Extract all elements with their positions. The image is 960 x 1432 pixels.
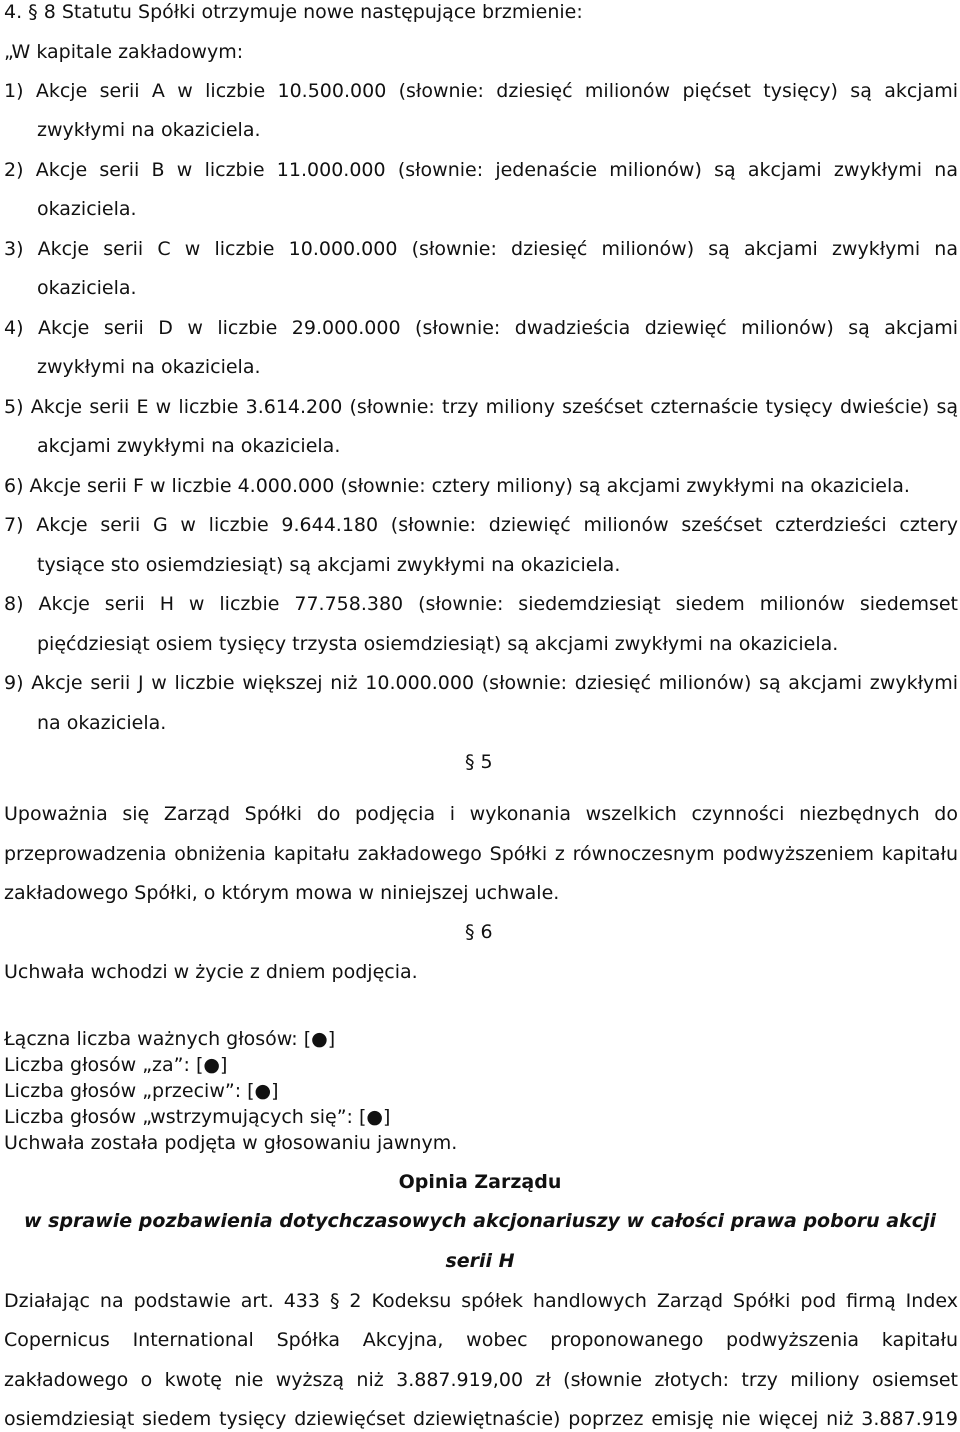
opinion-body-line-4: osiemdziesiąt siedem tysięcy dziewięćset dziewiętnaście) poprzez emisję nie więcej niż 3.887.919 (4, 1408, 958, 1430)
vote-method: Uchwała została podjęta w głosowaniu jawnym. (4, 1132, 458, 1154)
vote-total-valid: Łączna liczba ważnych głosów: [●] (4, 1028, 336, 1050)
opinion-body-line-1: Działając na podstawie art. 433 § 2 Kodeksu spółek handlowych Zarząd Spółki pod firmą Index (4, 1290, 958, 1312)
item-3-line-2: okaziciela. (37, 277, 137, 299)
item-9-line-1: 9) Akcje serii J w liczbie większej niż 10.000.000 (słownie: dziesięć milionów) są akcjami zwykłymi (4, 672, 958, 694)
opinion-subtitle-line-1: w sprawie pozbawienia dotychczasowych akcjonariuszy w całości prawa poboru akcji (23, 1210, 937, 1232)
section-5-line-1: Upoważnia się Zarząd Spółki do podjęcia i wykonania wszelkich czynności niezbędnych do (4, 803, 958, 825)
item-7-line-1: 7) Akcje serii G w liczbie 9.644.180 (słownie: dziewięć milionów sześćset czterdzieści cztery (4, 514, 958, 536)
vote-against: Liczba głosów „przeciw”: [●] (4, 1080, 279, 1102)
section-5-line-3: zakładowego Spółki, o którym mowa w niniejszej uchwale. (4, 882, 560, 904)
item-4-line-1: 4) Akcje serii D w liczbie 29.000.000 (słownie: dwadzieścia dziewięć milionów) są akcjami (4, 317, 958, 339)
amendment-intro: 4. § 8 Statutu Spółki otrzymuje nowe następujące brzmienie: (4, 1, 583, 23)
vote-abstain: Liczba głosów „wstrzymujących się”: [●] (4, 1106, 391, 1128)
section-5-line-2: przeprowadzenia obniżenia kapitału zakładowego Spółki z równoczesnym podwyższeniem kapitału (4, 843, 958, 865)
item-4-line-2: zwykłymi na okaziciela. (37, 356, 261, 378)
item-2-line-2: okaziciela. (37, 198, 137, 220)
item-1-line-2: zwykłymi na okaziciela. (37, 119, 261, 141)
section-6-heading: § 6 (465, 921, 493, 943)
opinion-subtitle-line-2: serii H (445, 1250, 515, 1272)
item-6-line-1: 6) Akcje serii F w liczbie 4.000.000 (słownie: cztery miliony) są akcjami zwykłymi na okaziciela. (4, 475, 910, 497)
item-2-line-1: 2) Akcje serii B w liczbie 11.000.000 (słownie: jedenaście milionów) są akcjami zwykłymi na (4, 159, 958, 181)
section-5-heading: § 5 (465, 751, 493, 773)
opinion-body-line-3: zakładowego o kwotę nie wyższą niż 3.887.919,00 zł (słownie złotych: trzy miliony osiemset (4, 1369, 958, 1391)
item-8-line-1: 8) Akcje serii H w liczbie 77.758.380 (słownie: siedemdziesiąt siedem milionów siedemset (4, 593, 958, 615)
item-1-line-1: 1) Akcje serii A w liczbie 10.500.000 (słownie: dziesięć milionów pięćset tysięcy) są akcjami (4, 80, 958, 102)
item-9-line-2: na okaziciela. (37, 712, 167, 734)
item-8-line-2: pięćdziesiąt osiem tysięcy trzysta osiemdziesiąt) są akcjami zwykłymi na okaziciela. (37, 633, 839, 655)
item-7-line-2: tysiące sto osiemdziesiąt) są akcjami zwykłymi na okaziciela. (37, 554, 621, 576)
section-6-text: Uchwała wchodzi w życie z dniem podjęcia. (4, 961, 418, 983)
item-5-line-1: 5) Akcje serii E w liczbie 3.614.200 (słownie: trzy miliony sześćset czternaście tysięcy dwieście) są (4, 396, 958, 418)
quote-opening: „W kapitale zakładowym: (4, 41, 244, 63)
item-5-line-2: akcjami zwykłymi na okaziciela. (37, 435, 341, 457)
opinion-title: Opinia Zarządu (398, 1171, 562, 1193)
item-3-line-1: 3) Akcje serii C w liczbie 10.000.000 (słownie: dziesięć milionów) są akcjami zwykłymi na (4, 238, 958, 260)
vote-for: Liczba głosów „za”: [●] (4, 1054, 228, 1076)
opinion-body-line-2: Copernicus International Spółka Akcyjna, wobec proponowanego podwyższenia kapitału (4, 1329, 958, 1351)
